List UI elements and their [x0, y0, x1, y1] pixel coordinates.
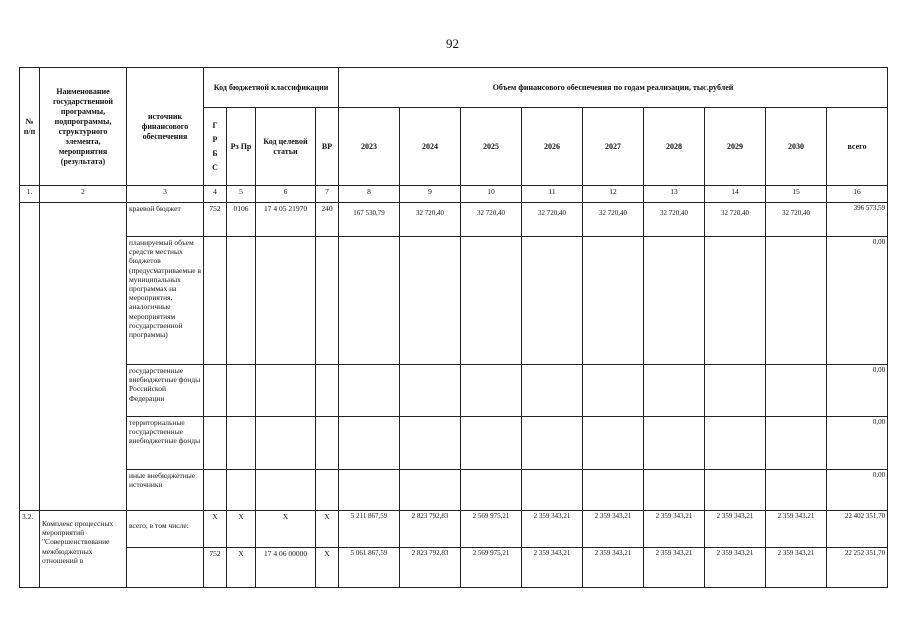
row-source: территориальные государственные внебюджетные фонды: [127, 417, 204, 470]
header-kcs: Код целевой статьи: [256, 108, 316, 186]
row-value: 32 720,40: [522, 203, 583, 237]
row-value: 5 061 867,59: [339, 548, 400, 588]
column-numbers-row: [20, 186, 888, 203]
header-year: 2027: [583, 108, 644, 186]
row-name: [40, 203, 127, 511]
row-source: краевой бюджет: [127, 203, 204, 237]
header-year: 2023: [339, 108, 400, 186]
header-num: № п/п: [20, 68, 40, 186]
row-rzpr: X: [227, 511, 256, 548]
row-vr: X: [316, 548, 339, 588]
row-total: 22 402 351,70: [827, 511, 888, 548]
row-value: 2 823 792,83: [400, 511, 461, 548]
row-value: 2 359 343,21: [644, 548, 705, 588]
row-rzpr: 0106: [227, 203, 256, 237]
row-value: 2 569 975,21: [461, 511, 522, 548]
row-value: 32 720,40: [705, 203, 766, 237]
table-row: [20, 237, 888, 365]
row-kcs: 17 4 06 00000: [256, 548, 316, 588]
row-grbs: 752: [204, 548, 227, 588]
header-financing: Объем финансового обеспечения по годам реализации, тыс.рублей: [339, 68, 888, 108]
column-number: 15: [766, 186, 827, 203]
row-num: [20, 203, 40, 511]
row-source: иные внебюджетные источники: [127, 470, 204, 511]
column-number: 3: [127, 186, 204, 203]
column-number: 11: [522, 186, 583, 203]
column-number: 9: [400, 186, 461, 203]
header-name: Наименование государственной программы, подпрограммы, структурного элемента, мероприятия (результата): [40, 68, 127, 186]
column-number: 7: [316, 186, 339, 203]
table-row: [20, 511, 888, 548]
table-row: [20, 470, 888, 511]
row-vr: X: [316, 511, 339, 548]
column-number: 4: [204, 186, 227, 203]
header-year: 2025: [461, 108, 522, 186]
header-year: 2030: [766, 108, 827, 186]
row-total: 396 573,59: [827, 203, 888, 237]
row-value: 2 823 792,83: [400, 548, 461, 588]
column-number: 5: [227, 186, 256, 203]
row-value: 2 359 343,21: [766, 548, 827, 588]
column-number: 6: [256, 186, 316, 203]
column-number: 14: [705, 186, 766, 203]
financing-table: [19, 67, 888, 588]
column-number: 16: [827, 186, 888, 203]
row-value: 2 359 343,21: [766, 511, 827, 548]
row-value: 32 720,40: [583, 203, 644, 237]
header-year: 2028: [644, 108, 705, 186]
table-row: [20, 203, 888, 237]
row-rzpr: X: [227, 548, 256, 588]
row-name: Комплекс процессных мероприятий "Совершенствование межбюджетных отношений в: [40, 511, 127, 588]
column-number: 2: [40, 186, 127, 203]
header-rzpr: Рз Пр: [227, 108, 256, 186]
row-total: 22 252 351,70: [827, 548, 888, 588]
row-grbs: 752: [204, 203, 227, 237]
row-source: планируемый объем средств местных бюджетов (предусматриваемые в муниципальных программах на мероприятия, аналогичные мероприятиям государственной программы): [127, 237, 204, 365]
header-year: 2026: [522, 108, 583, 186]
header-source: источник финансового обеспечения: [127, 68, 204, 186]
column-number: 10: [461, 186, 522, 203]
row-value: 2 359 343,21: [644, 511, 705, 548]
row-total: 0,00: [827, 365, 888, 417]
row-value: 167 530,79: [339, 203, 400, 237]
header-budget-code: Код бюджетной классификации: [204, 68, 339, 108]
column-number: 8: [339, 186, 400, 203]
column-number: 13: [644, 186, 705, 203]
table-row: [20, 365, 888, 417]
row-value: 32 720,40: [766, 203, 827, 237]
row-value: 2 359 343,21: [583, 511, 644, 548]
header-total: всего: [827, 108, 888, 186]
column-number: 12: [583, 186, 644, 203]
row-value: 32 720,40: [461, 203, 522, 237]
row-value: 2 359 343,21: [705, 548, 766, 588]
row-total: 0,00: [827, 470, 888, 511]
header-year: 2024: [400, 108, 461, 186]
header-grbs: Г Р Б С: [204, 108, 227, 186]
row-source: всего, в том числе:: [127, 511, 204, 548]
row-value: 32 720,40: [400, 203, 461, 237]
column-number: 1.: [20, 186, 40, 203]
row-total: 0,00: [827, 237, 888, 365]
row-source: [127, 548, 204, 588]
row-value: 5 211 867,59: [339, 511, 400, 548]
page-number: 92: [446, 36, 459, 51]
row-num: 3.2.: [20, 511, 40, 588]
table-row: [20, 548, 888, 588]
row-value: 2 359 343,21: [705, 511, 766, 548]
row-grbs: X: [204, 511, 227, 548]
row-kcs: 17 4 05 21970: [256, 203, 316, 237]
row-source: государственные внебюджетные фонды Российской Федерации: [127, 365, 204, 417]
row-value: 2 359 343,21: [522, 511, 583, 548]
row-value: 2 359 343,21: [583, 548, 644, 588]
row-total: 0,00: [827, 417, 888, 470]
row-vr: 240: [316, 203, 339, 237]
row-value: 2 569 975,21: [461, 548, 522, 588]
table-row: [20, 417, 888, 470]
row-kcs: X: [256, 511, 316, 548]
row-value: 32 720,40: [644, 203, 705, 237]
row-value: 2 359 343,21: [522, 548, 583, 588]
header-year: 2029: [705, 108, 766, 186]
header-vr: ВР: [316, 108, 339, 186]
